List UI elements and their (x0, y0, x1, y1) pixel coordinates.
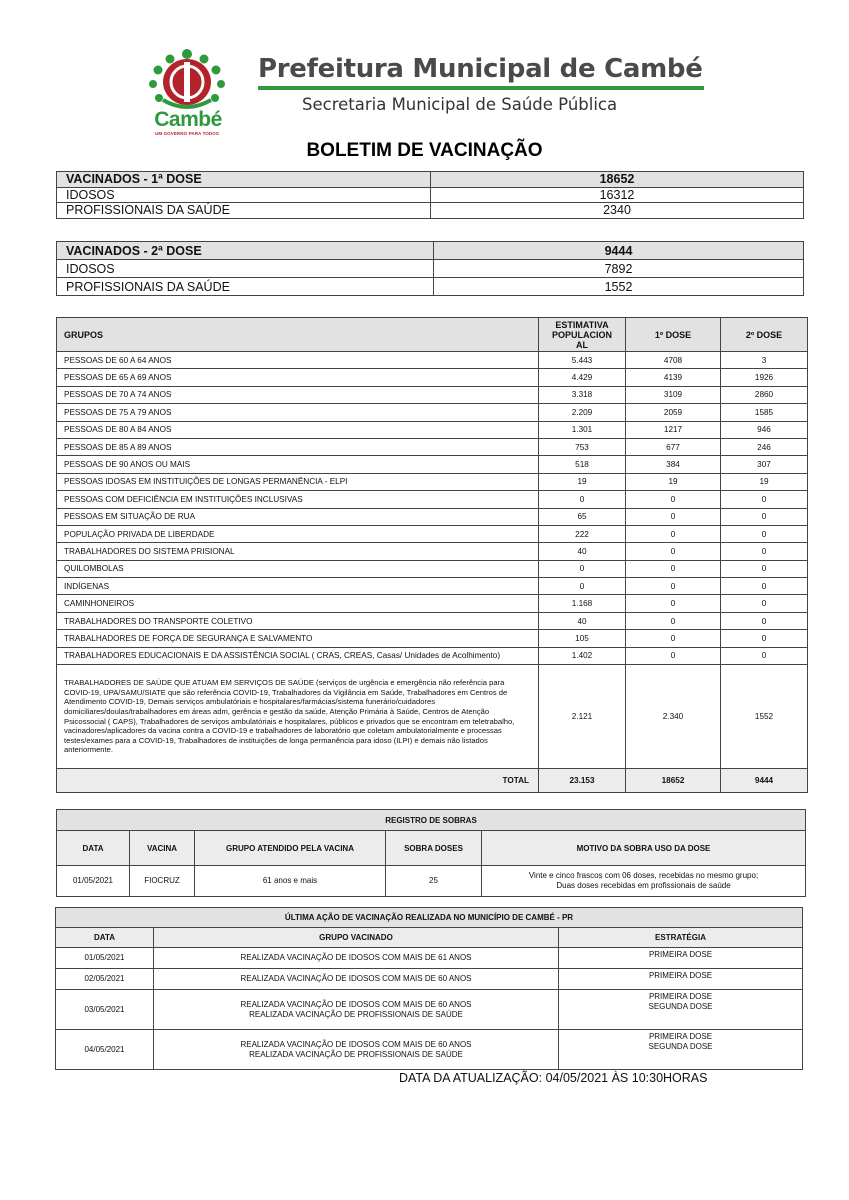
sobras-table (56, 809, 806, 897)
group-estimate: 1.402 (539, 647, 626, 664)
group-name: POPULAÇÃO PRIVADA DE LIBERDADE (57, 525, 539, 542)
sobras-reason (482, 866, 806, 897)
last-action-strategy (559, 1030, 803, 1070)
table-row (57, 595, 808, 612)
dose1-row-value: 2340 (431, 203, 804, 219)
last-action-caption-row (56, 908, 803, 928)
table-row (57, 369, 808, 386)
last-action-group (154, 990, 559, 1030)
table-row (57, 508, 808, 525)
table-row (57, 260, 804, 278)
table-row (57, 630, 808, 647)
last-action-group-line: REALIZADA VACINAÇÃO DE IDOSOS COM MAIS DE 60 ANOS (240, 999, 472, 1009)
group-estimate: 1.301 (539, 421, 626, 438)
dose1-row-label: IDOSOS (57, 187, 431, 203)
table-row (57, 438, 808, 455)
health-workers-dose2: 1552 (721, 665, 808, 769)
health-workers-estimate: 2.121 (539, 665, 626, 769)
health-workers-description: TRABALHADORES DE SAÚDE QUE ATUAM EM SERVIÇOS DE SAÚDE (serviços de urgência e emergência não referência para COVID-19, UPA/SAMU/SIATE que são referência COVID-19, Trabalhadores da Vigilância em Saúde, Trabalhadores em Centros de Atendimento COVID-19, Demais serviços ambulatóriais e hospitalares/farmácias/sistema funerário/cuidadores domiciliares/doulas/trabalhadores em áreas adm, gerência e gestão da saúde, Atenção Primária à Saúde, Centros de Atenção Psicossocial ( CAPS), Trabalhadores de serviços ambulatóriais e hospitalares, públicos e privados que se encontram em teletrabalho, vacinadores/aplicadores da vacina contra a COVID-19 e trabalhadores de laboratório que coletam ambulatorialmente e processas testes/exames para a COVID-19, Trabalhadores de instituições de longa permanência para idoso (ILPI) e demais não listados anteriormente. (57, 665, 539, 769)
table-row (56, 1030, 803, 1070)
group-dose2: 3 (721, 352, 808, 369)
dose2-header-row (57, 242, 804, 260)
total-estimate: 23.153 (539, 769, 626, 793)
group-dose1: 4139 (626, 369, 721, 386)
last-action-caption: ÚLTIMA AÇÃO DE VACINAÇÃO REALIZADA NO MUNICÍPIO DE CAMBÉ - PR (56, 908, 803, 928)
group-dose1: 19 (626, 473, 721, 490)
dose2-row-value: 1552 (434, 278, 804, 296)
group-dose1: 0 (626, 578, 721, 595)
group-name: PESSOAS DE 90 ANOS OU MAIS (57, 456, 539, 473)
last-action-group-line: REALIZADA VACINAÇÃO DE PROFISSIONAIS DE SAÚDE (249, 1049, 463, 1059)
group-name: PESSOAS EM SITUAÇÃO DE RUA (57, 508, 539, 525)
group-estimate: 40 (539, 543, 626, 560)
last-action-group-line: REALIZADA VACINAÇÃO DE IDOSOS COM MAIS DE 60 ANOS (240, 1039, 472, 1049)
table-row (57, 203, 804, 219)
total-label: TOTAL (57, 769, 539, 793)
dose1-row-label: PROFISSIONAIS DA SAÚDE (57, 203, 431, 219)
group-dose1: 0 (626, 647, 721, 664)
group-dose2: 0 (721, 630, 808, 647)
last-action-date: 02/05/2021 (56, 969, 154, 990)
sobras-doses: 25 (386, 866, 482, 897)
group-dose2: 0 (721, 508, 808, 525)
group-dose2: 1585 (721, 404, 808, 421)
group-name: PESSOAS DE 70 A 74 ANOS (57, 386, 539, 403)
header-divider (258, 86, 704, 90)
table-row (57, 456, 808, 473)
table-row (56, 948, 803, 969)
group-dose2: 0 (721, 525, 808, 542)
sobras-col-doses: SOBRA DOSES (386, 831, 482, 866)
table-row (57, 278, 804, 296)
group-estimate: 2.209 (539, 404, 626, 421)
table-row (57, 525, 808, 542)
group-dose1: 1217 (626, 421, 721, 438)
group-estimate: 518 (539, 456, 626, 473)
last-action-col-strategy: ESTRATÉGIA (559, 928, 803, 948)
table-row (56, 969, 803, 990)
dose2-row-label: PROFISSIONAIS DA SAÚDE (57, 278, 434, 296)
group-dose1: 384 (626, 456, 721, 473)
last-action-strategy-line: SEGUNDA DOSE (648, 1002, 713, 1011)
group-estimate: 65 (539, 508, 626, 525)
group-dose1: 677 (626, 438, 721, 455)
group-estimate: 0 (539, 578, 626, 595)
last-action-group: REALIZADA VACINAÇÃO DE IDOSOS COM MAIS DE 60 ANOS (154, 969, 559, 990)
sobras-caption: REGISTRO DE SOBRAS (57, 810, 806, 831)
group-dose1: 0 (626, 595, 721, 612)
group-dose2: 0 (721, 578, 808, 595)
page-header-subtitle: Secretaria Municipal de Saúde Pública (302, 95, 618, 114)
last-action-header-row (56, 928, 803, 948)
group-estimate: 19 (539, 473, 626, 490)
table-row (57, 560, 808, 577)
dose1-header-row (57, 172, 804, 188)
dose2-table (56, 241, 804, 296)
dose2-row-value: 7892 (434, 260, 804, 278)
last-action-strategy (559, 990, 803, 1030)
group-name: TRABALHADORES EDUCACIONAIS E DA ASSISTÊNCIA SOCIAL ( CRAS, CREAS, Casas/ Unidades de Acolhimento) (57, 647, 539, 664)
last-action-group-line: REALIZADA VACINAÇÃO DE PROFISSIONAIS DE SAÚDE (249, 1009, 463, 1019)
table-row (57, 473, 808, 490)
group-dose2: 946 (721, 421, 808, 438)
groups-header-row (57, 318, 808, 352)
group-dose1: 2059 (626, 404, 721, 421)
group-dose1: 0 (626, 525, 721, 542)
group-estimate: 40 (539, 612, 626, 629)
groups-table (56, 317, 808, 793)
group-estimate: 105 (539, 630, 626, 647)
group-dose1: 0 (626, 630, 721, 647)
table-row (57, 647, 808, 664)
group-dose2: 1926 (721, 369, 808, 386)
group-estimate: 0 (539, 491, 626, 508)
health-workers-row (57, 665, 808, 769)
group-dose2: 0 (721, 491, 808, 508)
brand-tagline: UM GOVERNO PARA TODOS (154, 131, 220, 136)
table-row (57, 386, 808, 403)
group-dose2: 0 (721, 647, 808, 664)
dose1-label: VACINADOS - 1ª DOSE (57, 172, 431, 188)
group-name: CAMINHONEIROS (57, 595, 539, 612)
group-name: PESSOAS IDOSAS EM INSTITUIÇÕES DE LONGAS PERMANÊNCIA - ELPI (57, 473, 539, 490)
last-action-date: 01/05/2021 (56, 948, 154, 969)
health-workers-dose1: 2.340 (626, 665, 721, 769)
group-name: PESSOAS DE 80 A 84 ANOS (57, 421, 539, 438)
group-estimate: 0 (539, 560, 626, 577)
dose2-label: VACINADOS - 2ª DOSE (57, 242, 434, 260)
group-name: PESSOAS COM DEFICIÊNCIA EM INSTITUIÇÕES INCLUSIVAS (57, 491, 539, 508)
total-dose2: 9444 (721, 769, 808, 793)
sobras-reason-line: Duas doses recebidas em profissionais de saúde (556, 881, 731, 890)
group-dose2: 19 (721, 473, 808, 490)
sobras-group: 61 anos e mais (195, 866, 386, 897)
last-action-group: REALIZADA VACINAÇÃO DE IDOSOS COM MAIS DE 61 ANOS (154, 948, 559, 969)
group-estimate: 4.429 (539, 369, 626, 386)
dose2-row-label: IDOSOS (57, 260, 434, 278)
sobras-col-date: DATA (57, 831, 130, 866)
last-action-strategy-line: SEGUNDA DOSE (648, 1042, 713, 1051)
dose1-row-value: 16312 (431, 187, 804, 203)
sobras-header-row (57, 831, 806, 866)
group-estimate: 753 (539, 438, 626, 455)
dose1-col-header: 1º DOSE (626, 318, 721, 352)
page-header-title: Prefeitura Municipal de Cambé (258, 54, 703, 84)
table-row (57, 612, 808, 629)
table-row (57, 866, 806, 897)
table-row (57, 578, 808, 595)
group-name: PESSOAS DE 60 A 64 ANOS (57, 352, 539, 369)
last-action-col-date: DATA (56, 928, 154, 948)
table-row (57, 404, 808, 421)
group-name: PESSOAS DE 85 A 89 ANOS (57, 438, 539, 455)
groups-col-header: GRUPOS (57, 318, 539, 352)
estimate-col-header: ESTIMATIVA POPULACION AL (539, 318, 626, 352)
group-dose1: 0 (626, 543, 721, 560)
last-action-col-group: GRUPO VACINADO (154, 928, 559, 948)
last-action-strategy-line: PRIMEIRA DOSE (648, 1032, 713, 1041)
table-row (57, 421, 808, 438)
last-action-group (154, 1030, 559, 1070)
dose1-total: 18652 (431, 172, 804, 188)
last-action-strategy: PRIMEIRA DOSE (559, 969, 803, 990)
group-dose2: 2860 (721, 386, 808, 403)
sobras-col-vaccine: VACINA (130, 831, 195, 866)
group-estimate: 222 (539, 525, 626, 542)
group-name: QUILOMBOLAS (57, 560, 539, 577)
group-name: TRABALHADORES DO TRANSPORTE COLETIVO (57, 612, 539, 629)
group-estimate: 5.443 (539, 352, 626, 369)
last-action-date: 04/05/2021 (56, 1030, 154, 1070)
group-dose2: 0 (721, 612, 808, 629)
sobras-vaccine: FIOCRUZ (130, 866, 195, 897)
group-dose2: 0 (721, 543, 808, 560)
group-dose1: 3109 (626, 386, 721, 403)
group-dose2: 246 (721, 438, 808, 455)
group-estimate: 1.168 (539, 595, 626, 612)
document-title: BOLETIM DE VACINAÇÃO (306, 140, 543, 161)
group-dose1: 4708 (626, 352, 721, 369)
group-dose2: 307 (721, 456, 808, 473)
dose2-col-header: 2º DOSE (721, 318, 808, 352)
table-row (56, 990, 803, 1030)
group-dose1: 0 (626, 560, 721, 577)
group-name: TRABALHADORES DO SISTEMA PRISIONAL (57, 543, 539, 560)
last-action-date: 03/05/2021 (56, 990, 154, 1030)
last-action-strategy-line: PRIMEIRA DOSE (648, 992, 713, 1001)
table-row (57, 187, 804, 203)
total-row (57, 769, 808, 793)
last-action-table (55, 907, 803, 1070)
sobras-col-group: GRUPO ATENDIDO PELA VACINA (195, 831, 386, 866)
group-dose2: 0 (721, 560, 808, 577)
group-estimate: 3.318 (539, 386, 626, 403)
group-dose2: 0 (721, 595, 808, 612)
group-name: TRABALHADORES DE FORÇA DE SEGURANÇA E SALVAMENTO (57, 630, 539, 647)
dose1-table (56, 171, 804, 219)
sobras-reason-line: Vinte e cinco frascos com 06 doses, recebidas no mesmo grupo; (528, 871, 759, 880)
update-timestamp: DATA DA ATUALIZAÇÃO: 04/05/2021 ÀS 10:30HORAS (399, 1071, 708, 1085)
group-dose1: 0 (626, 508, 721, 525)
brand-name: Cambé (154, 108, 222, 131)
group-name: INDÍGENAS (57, 578, 539, 595)
dose2-total: 9444 (434, 242, 804, 260)
total-dose1: 18652 (626, 769, 721, 793)
last-action-strategy: PRIMEIRA DOSE (559, 948, 803, 969)
sobras-date: 01/05/2021 (57, 866, 130, 897)
table-row (57, 543, 808, 560)
sobras-caption-row (57, 810, 806, 831)
group-dose1: 0 (626, 612, 721, 629)
sobras-col-reason: MOTIVO DA SOBRA USO DA DOSE (482, 831, 806, 866)
group-dose1: 0 (626, 491, 721, 508)
table-row (57, 352, 808, 369)
group-name: PESSOAS DE 65 A 69 ANOS (57, 369, 539, 386)
group-name: PESSOAS DE 75 A 79 ANOS (57, 404, 539, 421)
table-row (57, 491, 808, 508)
